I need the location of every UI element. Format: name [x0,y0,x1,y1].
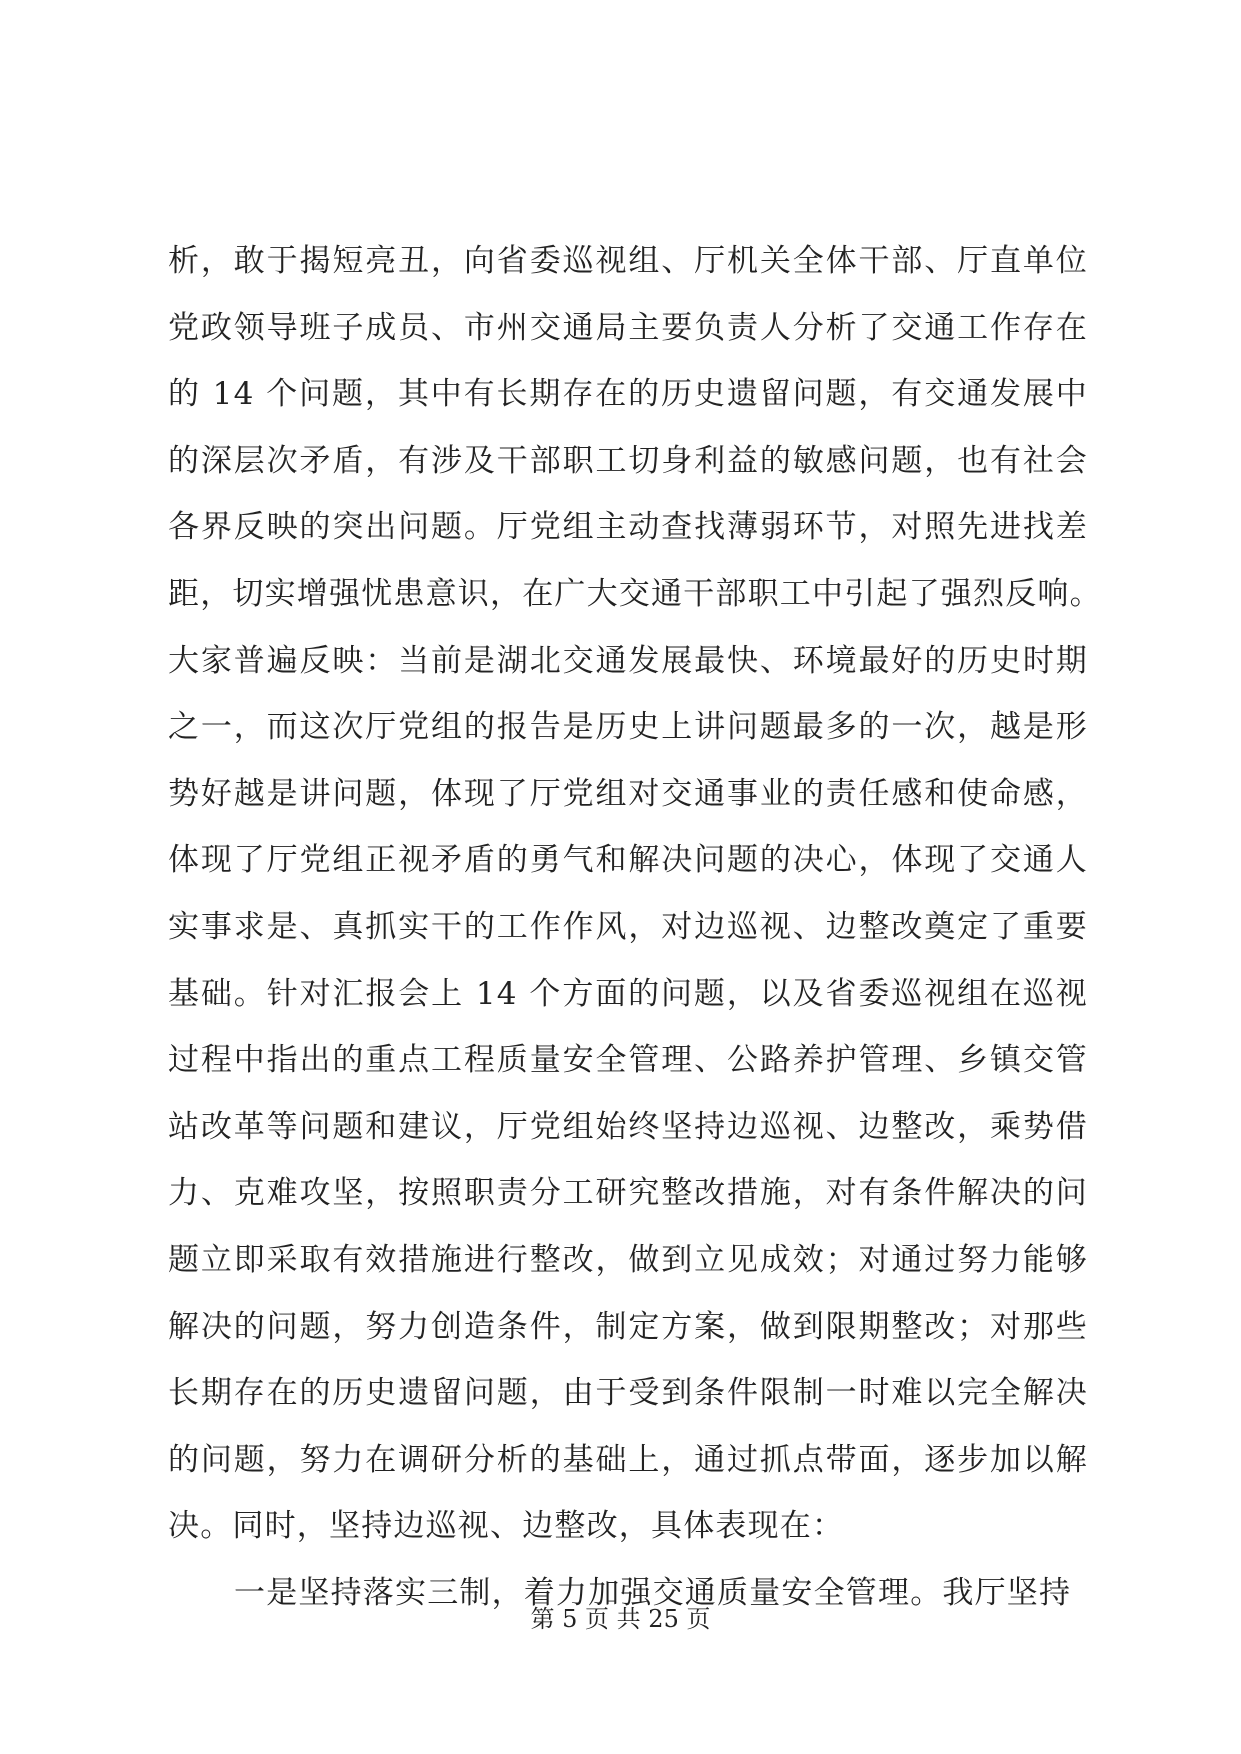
body-text [168,228,1102,1626]
text-line: 站改革等问题和建议，厅党组始终坚持边巡视、边整改，乘势借 [168,1108,1088,1145]
text-line: 势好越是讲问题，体现了厅党组对交通事业的责任感和使命感， [168,775,1088,812]
text-line: 之一，而这次厅党组的报告是历史上讲问题最多的一次，越是形 [168,709,1088,746]
text-line: 实事求是、真抓实干的工作作风，对边巡视、边整改奠定了重要 [168,908,1088,945]
text-line: 一是坚持落实三制，着力加强交通质量安全管理。我厅坚持 [234,1574,1072,1611]
text-line: 力、克难攻坚，按照职责分工研究整改措施，对有条件解决的问 [168,1175,1088,1212]
text-line: 的深层次矛盾，有涉及干部职工切身利益的敏感问题，也有社会 [168,442,1088,479]
text-line: 长期存在的历史遗留问题，由于受到条件限制一时难以完全解决 [168,1375,1088,1412]
text-line: 党政领导班子成员、市州交通局主要负责人分析了交通工作存在 [168,309,1088,346]
text-line: 体现了厅党组正视矛盾的勇气和解决问题的决心，体现了交通人 [168,842,1088,879]
text-line: 决。同时，坚持边巡视、边整改，具体表现在： [168,1508,845,1545]
text-line: 过程中指出的重点工程质量安全管理、公路养护管理、乡镇交管 [168,1042,1088,1079]
text-line: 题立即采取有效措施进行整改，做到立见成效；对通过努力能够 [168,1241,1088,1278]
text-line: 解决的问题，努力创造条件，制定方案，做到限期整改；对那些 [168,1308,1088,1345]
text-line: 距，切实增强忧患意识，在广大交通干部职工中引起了强烈反响。 [168,575,1102,612]
text-line: 各界反映的突出问题。厅党组主动查找薄弱环节，对照先进找差 [168,509,1088,546]
page-number-footer: 第 5 页 共 25 页 [530,1605,711,1633]
text-line: 大家普遍反映：当前是湖北交通发展最快、环境最好的历史时期 [168,642,1088,679]
text-line: 的问题，努力在调研分析的基础上，通过抓点带面，逐步加以解 [168,1441,1088,1478]
text-line: 析，敢于揭短亮丑，向省委巡视组、厅机关全体干部、厅直单位 [168,243,1088,279]
text-line: 基础。针对汇报会上 14 个方面的问题，以及省委巡视组在巡视 [168,975,1088,1012]
text-line: 的 14 个问题，其中有长期存在的历史遗留问题，有交通发展中 [168,376,1088,413]
